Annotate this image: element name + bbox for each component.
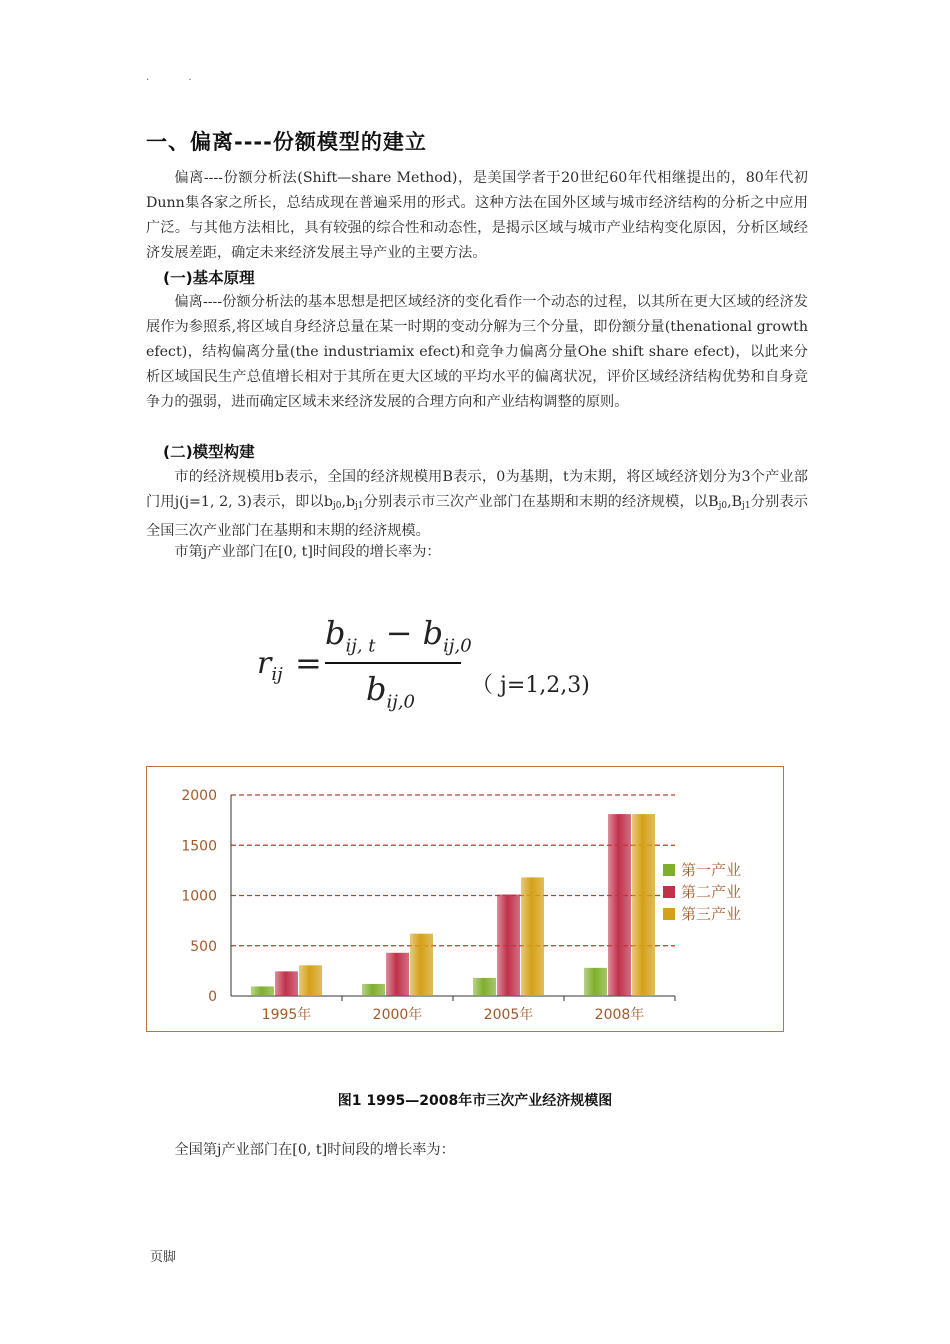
national-growth-rate-line: 全国第j产业部门在[0, t]时间段的增长率为：	[174, 1142, 455, 1158]
subsection-model-building-title: (二)模型构建	[163, 443, 255, 461]
y-tick-label: 500	[190, 938, 217, 955]
intro-paragraph: 偏离----份额分析法(Shift—share Method)，是美国学者于20世纪60年代相继提出的，80年代初Dunn集各家之所长，总结成现在普遍采用的形式。这种方法在国外区域与城市经济结构的分析之中应用广泛。与其他方法相比，具有较强的综合性和动态性，是揭示区域与城市产业结构变化原因，分析区域经济发展差距，确定未来经济发展主导产业的主要方法。	[146, 170, 808, 261]
formula-numerator: $b_{ij, t} - b_{ij,0}$	[325, 614, 472, 657]
bar	[608, 814, 631, 996]
x-tick-label: 2005年	[483, 1007, 534, 1023]
x-tick-label: 2000年	[372, 1007, 423, 1023]
bar	[584, 968, 607, 996]
chart-canvas	[147, 767, 783, 1030]
x-tick-label: 2008年	[594, 1007, 645, 1023]
bar	[632, 814, 655, 996]
legend-swatch	[663, 864, 675, 876]
legend-label: 第二产业	[681, 883, 742, 901]
header-marks: . .	[146, 72, 210, 83]
formula-lhs: $r_{ij}$	[257, 646, 283, 685]
bar	[497, 894, 520, 996]
subsection-basic-principle-title: (一)基本原理	[163, 269, 255, 287]
bar	[410, 934, 433, 996]
formula-condition: （ j=1,2,3)	[471, 673, 590, 698]
y-tick-label: 1500	[181, 838, 217, 855]
figure-caption: 图1 1995—2008年市三次产业经济规模图	[337, 1093, 613, 1109]
section-title: 一、偏离----份额模型的建立	[146, 130, 427, 154]
bar	[251, 986, 274, 996]
bar	[299, 965, 322, 996]
bar	[521, 877, 544, 996]
formula-denominator: $b_{ij,0}$	[366, 670, 415, 713]
city-growth-rate-line: 市第j产业部门在[0, t]时间段的增长率为：	[174, 544, 441, 560]
page-footer: 页脚	[150, 1250, 177, 1265]
bar	[386, 953, 409, 996]
y-tick-label: 1000	[181, 888, 217, 905]
legend-label: 第三产业	[681, 905, 742, 923]
legend-swatch	[663, 908, 675, 920]
formula-equals: =	[295, 644, 322, 682]
legend-swatch	[663, 886, 675, 898]
bar	[275, 971, 298, 996]
fraction-bar	[325, 662, 461, 664]
x-tick-label: 1995年	[261, 1007, 312, 1023]
model-building-paragraph: 市的经济规模用b表示，全国的经济规模用B表示，0为基期，t为末期，将区域经济划分为3个产业部门用j(j=1, 2, 3)表示，即以$b_{j0},b_{j1}$分别表示市三次产业部门在基期和末期的经济规模，以$B_{j0},B_{j1}$分别表示全国三次产业部门在基期和末期的经济规模。	[146, 469, 808, 539]
y-tick-label: 2000	[181, 788, 217, 804]
growth-rate-formula	[255, 612, 615, 712]
industry-scale-chart	[146, 766, 784, 1032]
legend-label: 第一产业	[681, 861, 742, 879]
basic-principle-paragraph: 偏离----份额分析法的基本思想是把区域经济的变化看作一个动态的过程，以其所在更大区域的经济发展作为参照系,将区域自身经济总量在某一时期的变动分解为三个分量，即份额分量(thenational growth efect)，结构偏离分量(the industriamix efect)和竞争力偏离分量Ohe shift share efect)，以此来分析区域国民生产总值增长相对于其所在更大区域的平均水平的偏离状况，评价区域经济结构优势和自身竞争力的强弱，进而确定区域未来经济发展的合理方向和产业结构调整的原则。	[146, 294, 808, 410]
bar	[362, 984, 385, 996]
bar	[473, 978, 496, 996]
y-tick-label: 0	[208, 989, 217, 1005]
